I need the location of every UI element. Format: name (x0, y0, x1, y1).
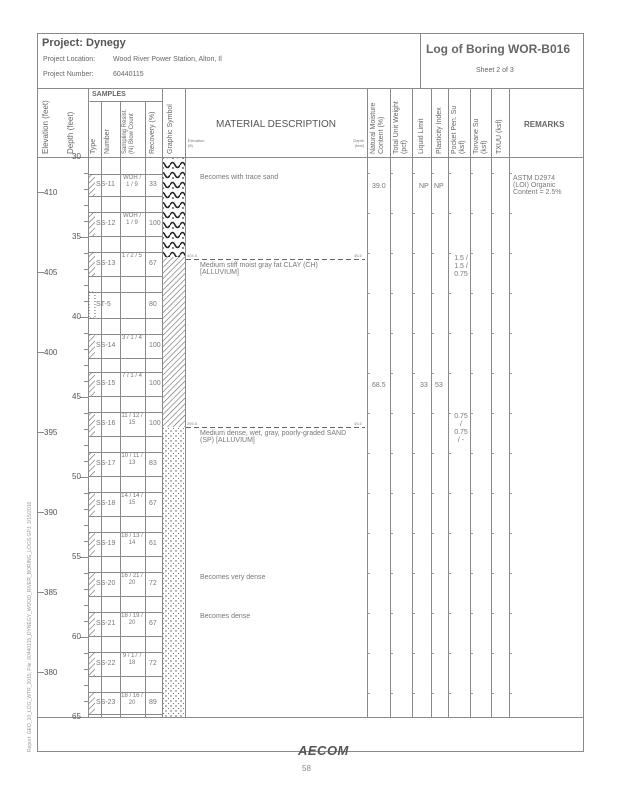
sample-blow-count: 10 / 11 / 13 (121, 453, 143, 466)
desc-depth-label: Depth (feet) (353, 138, 364, 148)
sample-blow-count: 7 / 1 / 4 (121, 373, 142, 379)
project-location-label: Project Location: (43, 56, 96, 63)
sample-recovery: 72 (149, 660, 157, 667)
sample-type-mark (89, 652, 95, 676)
sample-recovery: 100 (149, 342, 161, 349)
elevation-tick: 390 (44, 508, 58, 517)
sample-number: SS-22 (96, 660, 116, 667)
elevation-tick: 395 (44, 428, 58, 437)
sample-recovery: 61 (149, 540, 157, 547)
elevation-tick: 405 (44, 268, 58, 277)
desc-dense: Becomes dense (200, 613, 251, 620)
upper-layer-elev: 404.5 (187, 253, 198, 258)
torvane-header: Torvane Su (ksf) (473, 118, 488, 154)
material-description-header: MATERIAL DESCRIPTION (216, 119, 337, 130)
type-header: Type (90, 138, 97, 154)
sample-number: SS-17 (96, 460, 116, 467)
sample-number: ST-5 (96, 301, 111, 308)
project-number: 60440115 (113, 71, 144, 78)
desc-sand-alluvium: (SP) [ALLUVIUM] (200, 437, 255, 444)
depth-tick: 55 (72, 552, 81, 561)
sample-number: SS-16 (96, 420, 116, 427)
sample-number: SS-20 (96, 580, 116, 587)
sample-type-mark (89, 452, 95, 476)
sample-type-mark (89, 692, 95, 714)
elevation-tick: 380 (44, 668, 58, 677)
upper-layer-depth: 36.5 (354, 253, 362, 258)
sample-blow-count: 11 / 12 / 15 (121, 413, 143, 426)
sample-type-mark (89, 572, 95, 596)
sampling-resist-header: Sampling Resist. (N) Blow Count (122, 108, 135, 154)
sample-recovery: 67 (149, 260, 157, 267)
project-title: Project: Dynegy (42, 37, 126, 49)
sample-blow-count: 18 / 19 / 20 (121, 613, 143, 626)
liquid-limit-2: 33 (420, 382, 428, 389)
depth-tick: 60 (72, 632, 81, 641)
remark-line-1: ASTM D2974 (513, 175, 556, 182)
desc-trace-sand: Becomes with trace sand (200, 174, 279, 181)
pocket-pen-1: 1.5 / 1.5 / 0.75 (454, 255, 468, 278)
sample-recovery: 80 (149, 301, 157, 308)
lower-layer-elev: 395.5 (187, 421, 198, 426)
remark-line-3: Content = 2.5% (513, 189, 562, 196)
depth-header: Depth (feet) (66, 111, 75, 154)
txuu-header: TXUU (ksf) (496, 119, 503, 154)
sample-recovery: 89 (149, 699, 157, 706)
sample-recovery: 100 (149, 380, 161, 387)
sample-recovery: 67 (149, 620, 157, 627)
project-location: Wood River Power Station, Alton, Il (113, 56, 222, 63)
sample-blow-count: 3 / 1 / 4 (121, 335, 142, 341)
depth-tick: 40 (72, 312, 81, 321)
sample-recovery: 100 (149, 420, 161, 427)
desc-sand: Medium dense, wet, gray, poorly-graded SAND (200, 430, 347, 437)
lower-layer-depth: 45.5 (354, 421, 362, 426)
elevation-tick: 410 (44, 188, 58, 197)
plasticity-index-1: NP (434, 183, 444, 190)
unit-weight-header: Total Unit Weight (pcf) (393, 101, 408, 154)
sample-type-mark (89, 492, 95, 516)
sheet-number: Sheet 2 of 3 (476, 67, 514, 74)
report-side-note: Report: GEO_10_LOG_WTR_2015; File: 60440115_DYNEGY_WOOD_RIVER_BORING_LOGS.GPJ; 3/15/2016 (27, 501, 33, 752)
moisture-1: 39.0 (372, 183, 386, 190)
sample-blow-count: 18 / 13 / 14 (121, 533, 143, 546)
sample-number: SS-12 (96, 220, 116, 227)
sample-type-mark (89, 174, 95, 196)
natural-moisture-header: Natural Moisture Content (%) (370, 102, 385, 154)
remark-line-2: (LOI) Organic (513, 182, 556, 189)
depth-tick: 65 (72, 712, 81, 721)
sample-blow-count: 14 / 14 / 15 (121, 493, 143, 506)
sample-blow-count: WOH / 1 / 9 (123, 213, 141, 226)
liquid-limit-header: Liquid Limit (418, 118, 425, 154)
pocket-pen-2: 0.75 / 0.75 / - (454, 413, 468, 444)
sample-recovery: 67 (149, 500, 157, 507)
sample-number: SS-15 (96, 380, 116, 387)
sample-number: SS-14 (96, 342, 116, 349)
depth-tick: 30 (72, 152, 81, 161)
sample-type-mark (89, 292, 95, 318)
elevation-tick: 385 (44, 588, 58, 597)
depth-tick: 35 (72, 232, 81, 241)
sample-blow-count: 18 / 16 / 20 (121, 693, 143, 706)
desc-very-dense: Becomes very dense (200, 574, 266, 581)
remarks-header: REMARKS (524, 120, 565, 129)
sample-type-mark (89, 372, 95, 396)
recovery-header: Recovery (%) (149, 111, 156, 154)
sample-recovery: 72 (149, 580, 157, 587)
sample-type-mark (89, 334, 95, 358)
moisture-2: 68.5 (372, 382, 386, 389)
pocket-pen-header: Pocket Pen. Su (ksf) (451, 105, 466, 154)
sample-type-mark (89, 212, 95, 236)
sample-blow-count: 9 / 17 / 18 (122, 653, 142, 666)
sample-type-mark (89, 252, 95, 276)
depth-tick: 45 (72, 392, 81, 401)
sample-number: SS-23 (96, 699, 116, 706)
sample-blow-count: WOH / 1 / 9 (123, 175, 141, 188)
elevation-tick: 400 (44, 348, 58, 357)
desc-elev-label: Elevation (ft) (188, 138, 205, 148)
sample-blow-count: 1 / 2 / 5 (121, 253, 142, 259)
desc-fat-clay: Medium stiff moist gray fat CLAY (CH) (200, 262, 318, 269)
log-title: Log of Boring WOR-B016 (426, 42, 570, 56)
depth-tick: 50 (72, 472, 81, 481)
aecom-logo: AECOM (298, 743, 349, 758)
sample-blow-count: 16 / 21 / 20 (121, 573, 143, 586)
desc-fat-clay-alluvium: [ALLUVIUM] (200, 269, 239, 276)
sample-type-mark (89, 412, 95, 436)
sample-number: SS-11 (96, 181, 115, 188)
sample-type-mark (89, 612, 95, 636)
samples-group-header: SAMPLES (92, 91, 126, 98)
plasticity-index-2: 53 (435, 382, 443, 389)
elevation-header: Elevation (feet) (41, 100, 50, 154)
sample-number: SS-19 (96, 540, 116, 547)
sample-number: SS-21 (96, 620, 116, 627)
plasticity-index-header: Plasticity Index (436, 107, 443, 154)
page-number: 58 (302, 764, 311, 773)
graphic-symbol-header: Graphic Symbol (167, 104, 174, 154)
sample-recovery: 100 (149, 220, 161, 227)
sample-recovery: 83 (149, 460, 157, 467)
sample-number: SS-18 (96, 500, 116, 507)
number-header: Number (104, 129, 111, 154)
sample-number: SS-13 (96, 260, 116, 267)
project-number-label: Project Number: (43, 71, 94, 78)
liquid-limit-1: NP (419, 183, 429, 190)
sample-recovery: 33 (149, 181, 157, 188)
sample-type-mark (89, 532, 95, 556)
